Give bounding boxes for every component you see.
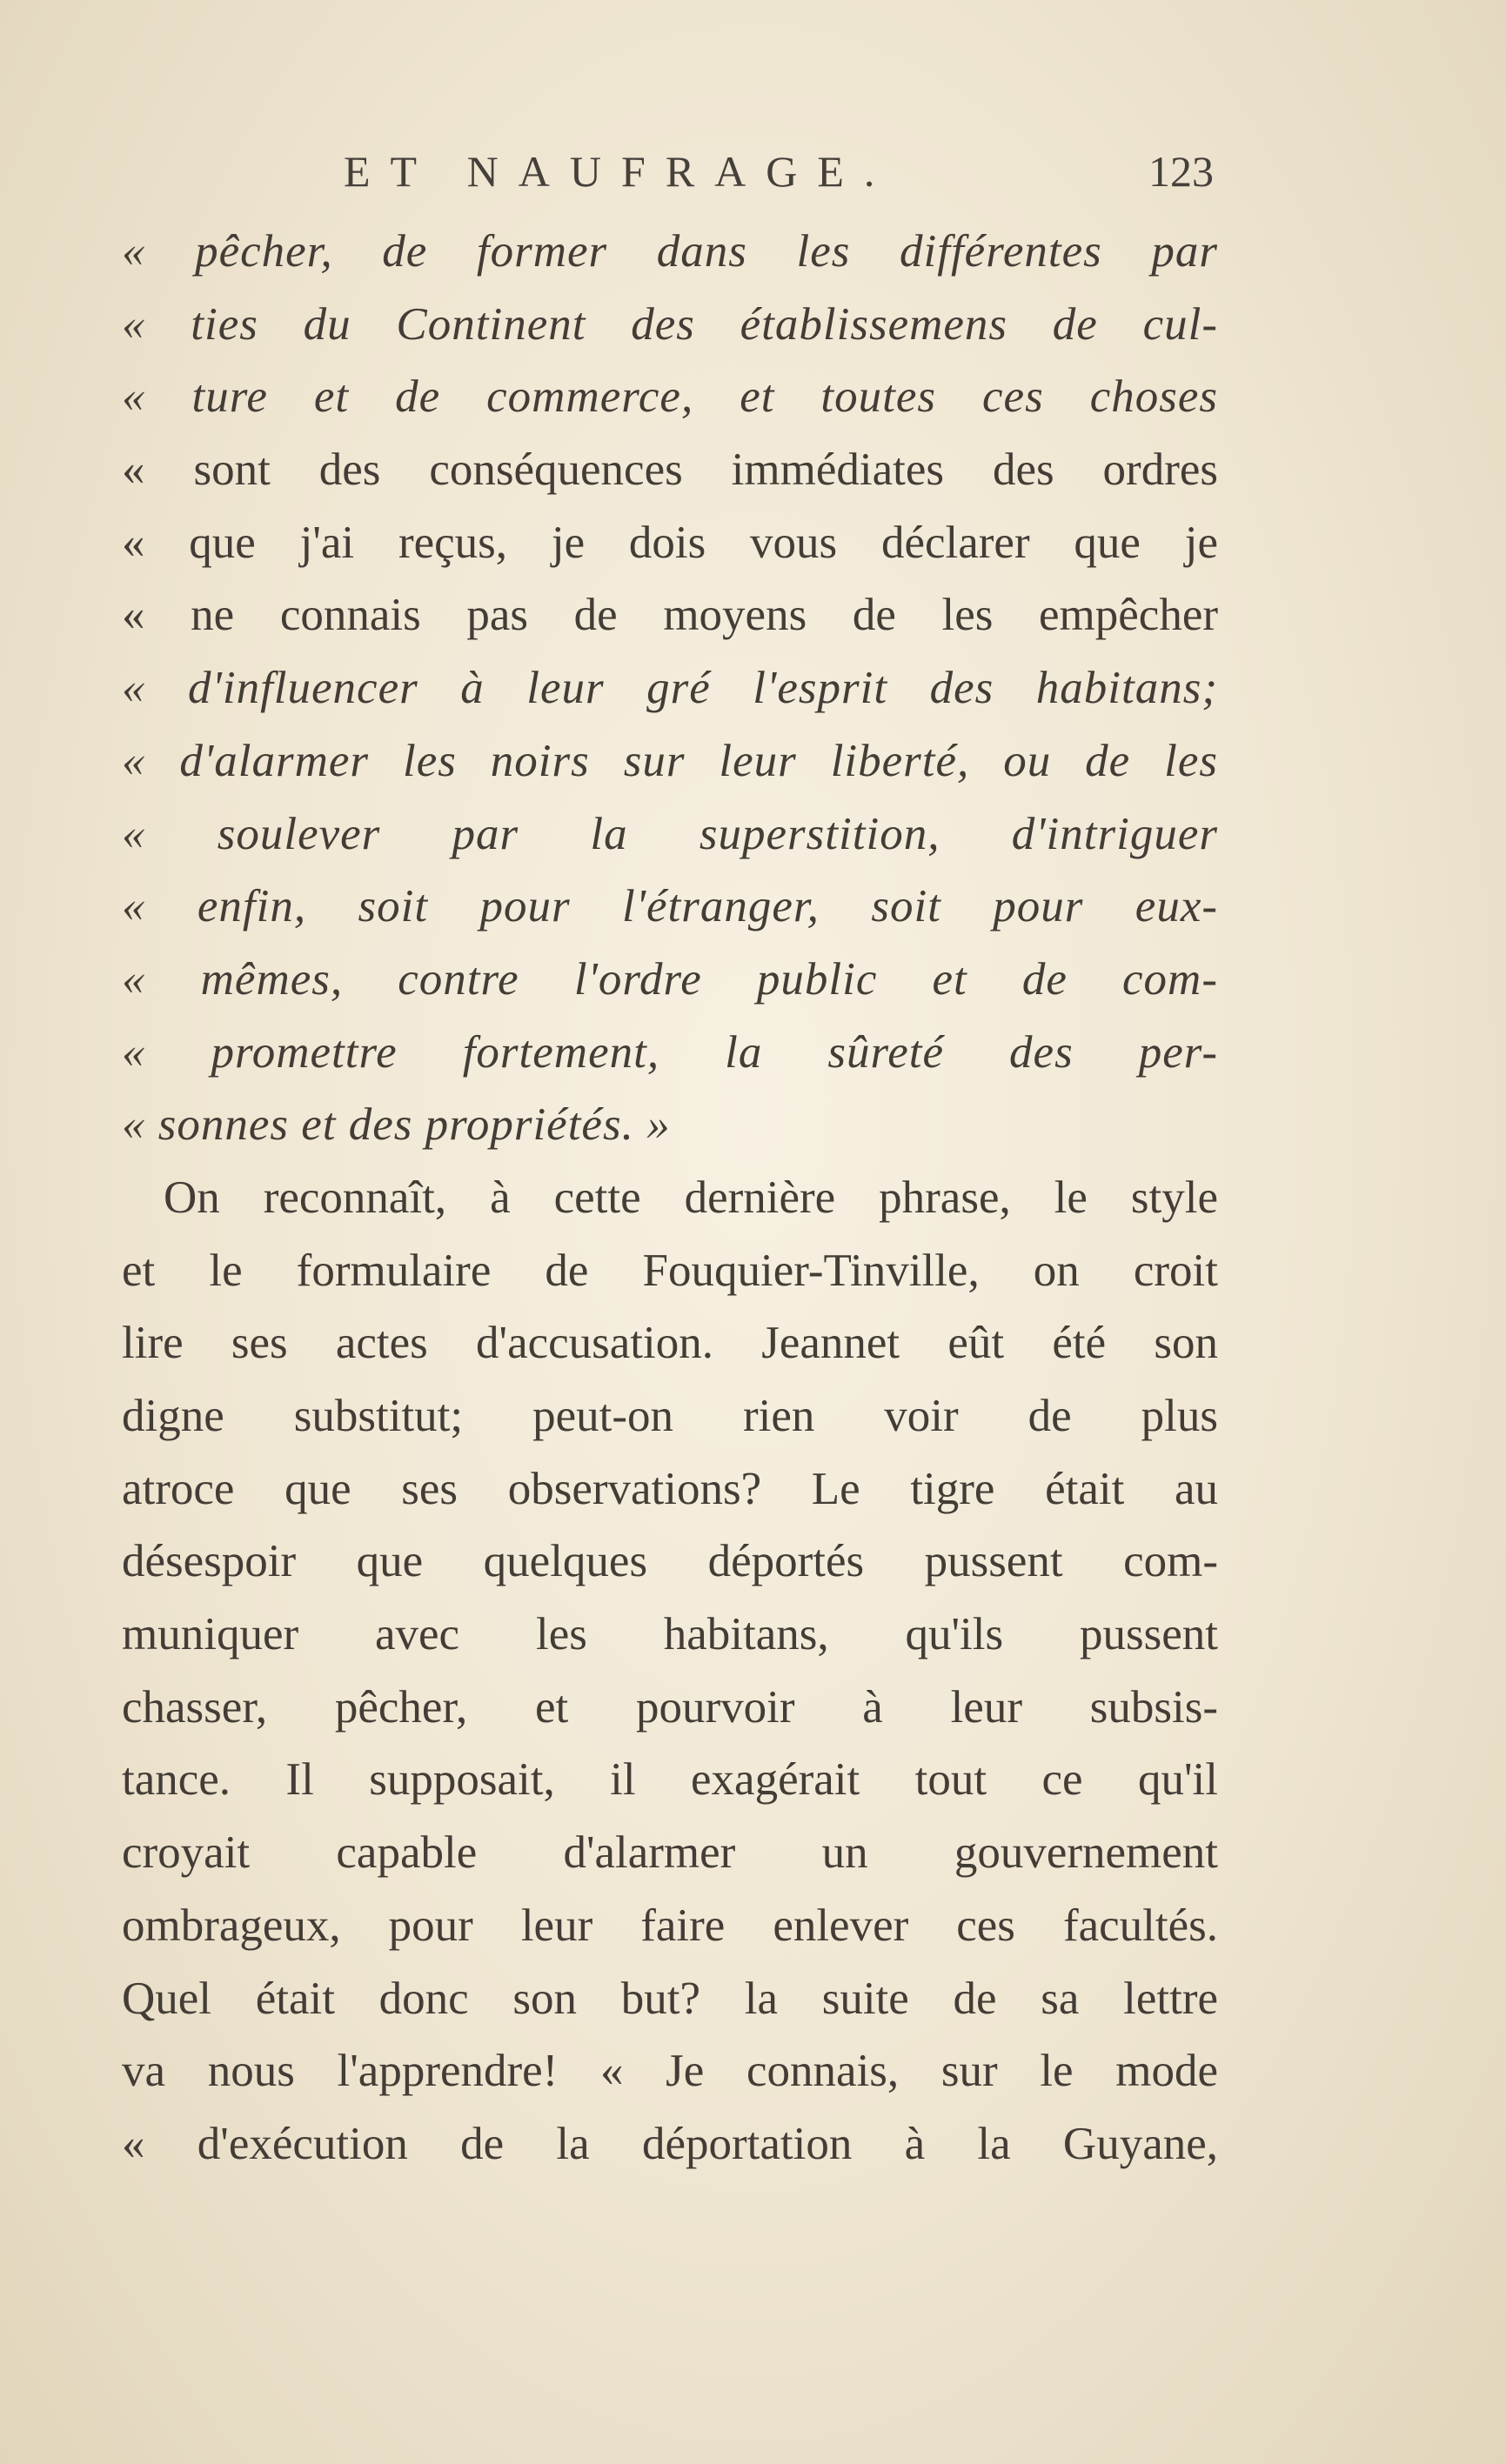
text-line: désespoir que quelques déportés pussent com- [122,1536,1218,1587]
text-line: « sonnes et des propriétés. » [122,1099,671,1151]
page-header [344,146,1214,207]
text-line: « d'alarmer les noirs sur leur liberté, ou de les [122,735,1218,786]
text-line: « ne connais pas de moyens de les empêcher [122,590,1218,641]
page-number: 123 [1148,147,1214,196]
body-text [122,216,1218,2181]
text-line: Quel était donc son but? la suite de sa lettre [122,1973,1218,2024]
text-line: « pêcher, de former dans les différentes par [122,226,1218,277]
text-line: « d'exécution de la déportation à la Guyane, [122,2118,1218,2169]
text-line: On reconnaît, à cette dernière phrase, le style [164,1172,1218,1223]
text-line: tance. Il supposait, il exagérait tout ce qu'il [122,1754,1218,1806]
text-line: muniquer avec les habitans, qu'ils pussent [122,1609,1218,1660]
text-line: « sont des conséquences immédiates des ordres [122,444,1218,496]
text-line: chasser, pêcher, et pourvoir à leur subsis- [122,1681,1218,1733]
text-line: « mêmes, contre l'ordre public et de com- [122,953,1218,1005]
text-line: « que j'ai reçus, je dois vous déclarer que je [122,517,1218,568]
text-line: atroce que ses observations? Le tigre était au [122,1463,1218,1514]
text-line: « promettre fortement, la sûreté des per- [122,1026,1218,1078]
text-line: lire ses actes d'accusation. Jeannet eût été son [122,1318,1218,1369]
text-line: « soulever par la superstition, d'intriguer [122,808,1218,859]
text-line: « ture et de commerce, et toutes ces choses [122,371,1218,423]
text-line: « enfin, soit pour l'étranger, soit pour eux- [122,881,1218,932]
text-line: et le formulaire de Fouquier-Tinville, on croit [122,1245,1218,1296]
text-line: va nous l'apprendre! « Je connais, sur le mode [122,2046,1218,2097]
running-title: ET NAUFRAGE. [344,147,895,196]
text-line: « ties du Continent des établissemens de cul- [122,298,1218,350]
text-line: croyait capable d'alarmer un gouvernement [122,1827,1218,1879]
text-line: ombrageux, pour leur faire enlever ces facultés. [122,1900,1218,1951]
text-line: « d'influencer à leur gré l'esprit des habitans; [122,663,1218,714]
text-line: digne substitut; peut-on rien voir de plus [122,1391,1218,1441]
